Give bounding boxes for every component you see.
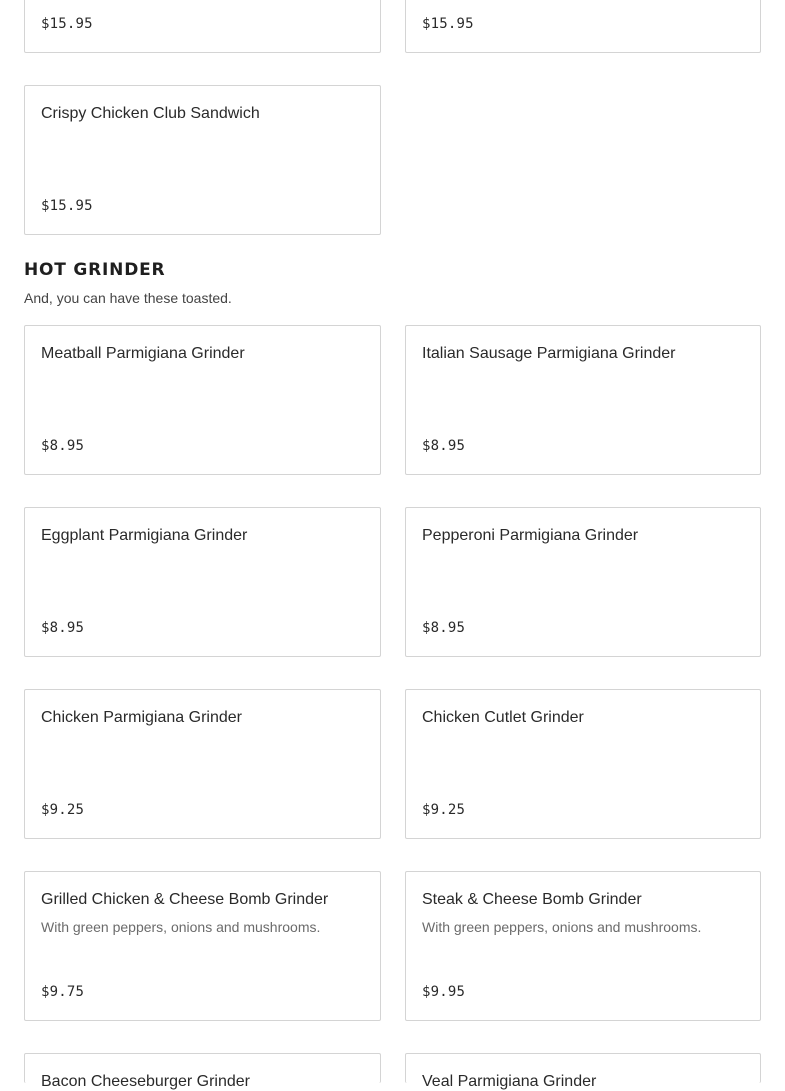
menu-item-name: Veal Parmigiana Grinder (422, 1073, 597, 1090)
menu-item-card[interactable] (405, 507, 761, 657)
section-title: HOT GRINDER (24, 260, 166, 280)
menu-item-card[interactable] (405, 871, 761, 1021)
menu-item-card[interactable] (24, 325, 381, 475)
menu-item-name: Grilled Chicken & Cheese Bomb Grinder (41, 891, 329, 908)
menu-item-name: Chicken Cutlet Grinder (422, 709, 584, 726)
menu-item-card[interactable] (24, 507, 381, 657)
menu-item-name: Steak & Cheese Bomb Grinder (422, 891, 642, 908)
menu-item-price: $8.95 (41, 438, 85, 454)
menu-item-price: $15.95 (41, 16, 93, 32)
menu-item-card[interactable] (24, 871, 381, 1021)
section-subtitle: And, you can have these toasted. (24, 290, 232, 306)
menu-item-card[interactable] (24, 85, 381, 235)
menu-item-card[interactable] (24, 0, 381, 53)
menu-item-price: $15.95 (41, 198, 93, 214)
menu-item-card[interactable] (24, 689, 381, 839)
menu-item-card[interactable] (405, 689, 761, 839)
menu-item-card[interactable] (405, 1053, 761, 1090)
menu-item-name: Pepperoni Parmigiana Grinder (422, 527, 639, 544)
menu-item-name: Italian Sausage Parmigiana Grinder (422, 345, 676, 362)
menu-item-card[interactable] (405, 325, 761, 475)
menu-item-name: Bacon Cheeseburger Grinder (41, 1073, 251, 1090)
menu-item-price: $8.95 (41, 620, 85, 636)
menu-item-name: Eggplant Parmigiana Grinder (41, 527, 248, 544)
menu-item-price: $8.95 (422, 620, 466, 636)
menu-item-price: $9.25 (41, 802, 85, 818)
menu-item-name: Chicken Parmigiana Grinder (41, 709, 242, 726)
menu-item-name: Meatball Parmigiana Grinder (41, 345, 245, 362)
menu-item-price: $9.25 (422, 802, 466, 818)
menu-item-price: $8.95 (422, 438, 466, 454)
menu-item-description: With green peppers, onions and mushrooms. (422, 919, 702, 935)
menu-item-description: With green peppers, onions and mushrooms. (41, 919, 321, 935)
menu-item-card[interactable] (24, 1053, 381, 1090)
menu-item-price: $9.75 (41, 984, 85, 1000)
menu-item-price: $9.95 (422, 984, 466, 1000)
menu-item-price: $15.95 (422, 16, 474, 32)
menu-item-card[interactable] (405, 0, 761, 53)
menu-item-name: Crispy Chicken Club Sandwich (41, 105, 260, 122)
